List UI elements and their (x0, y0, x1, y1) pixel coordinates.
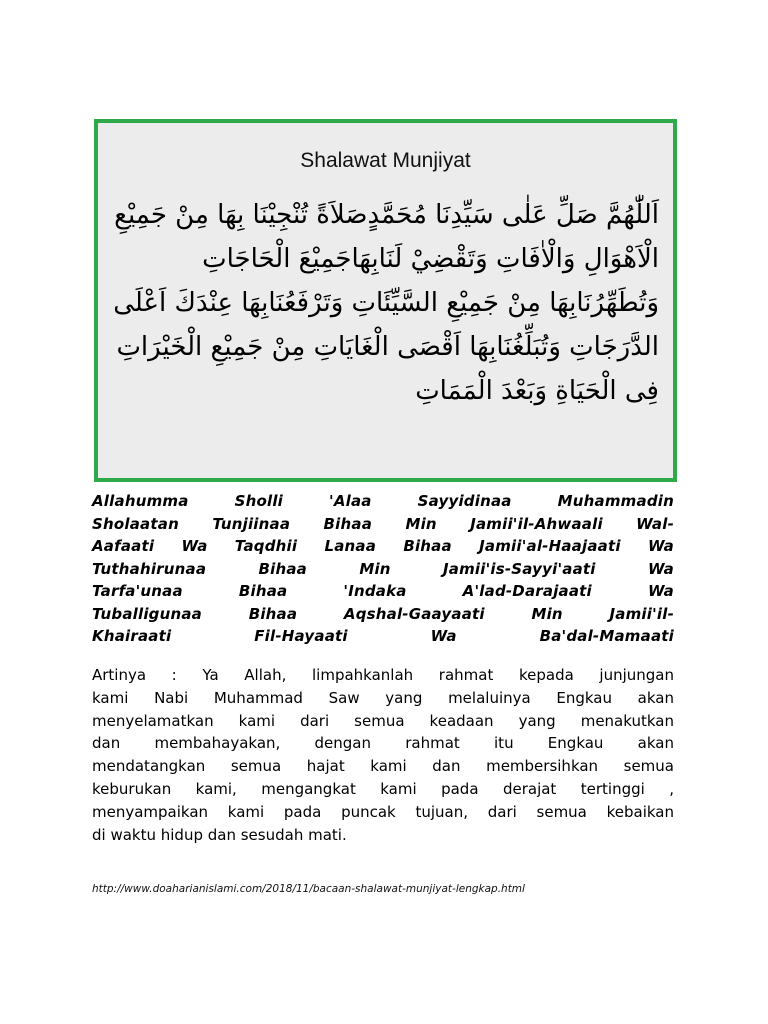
transliteration-line: Sholaatan Tunjiinaa Bihaa Min Jamii'il-Ahwaali Wal- (92, 514, 674, 533)
box-title: Shalawat Munjiyat (300, 149, 471, 172)
transliteration-line: Tuballigunaa Bihaa Aqshal-Gaayaati Min Jamii'il- (92, 604, 674, 623)
transliteration-line: Aafaati Wa Taqdhii Lanaa Bihaa Jamii'al-Haajaati Wa (92, 537, 674, 555)
translation-line: dan membahayakan, dengan rahmat itu Engkau akan (92, 734, 674, 753)
transliteration-line: Tarfa'unaa Bihaa 'Indaka A'lad-Darajaati Wa (92, 582, 674, 600)
arabic-line: فِى الْحَيَاةِ وَبَعْدَ الْمَمَاتِ (415, 376, 659, 406)
translation-line: menyampaikan kami pada puncak tujuan, dari semua kebaikan (92, 802, 674, 821)
arabic-text (112, 193, 659, 413)
arabic-line: الْاَهْوَالِ وَالْاٰفَاتِ وَتَقْضِيْ لَنَابِهَاجَمِيْعَ الْحَاجَاتِ (202, 244, 659, 274)
shalawat-box (94, 119, 677, 482)
arabic-line: اَللّٰهُمَّ صَلِّ عَلٰى سَيِّدِنَا مُحَمَّدٍصَلاَةً تُنْجِيْنَا بِهَا مِنْ جَمِيْعِ (114, 200, 659, 230)
transliteration-line: Allahumma Sholli 'Alaa Sayyidinaa Muhammadin (92, 492, 674, 510)
source-url[interactable]: http://www.doaharianislami.com/2018/11/bacaan-shalawat-munjiyat-lengkap.html (92, 883, 525, 895)
translation-line: di waktu hidup dan sesudah mati. (92, 825, 347, 844)
translation-line: mendatangkan semua hajat kami dan membersihkan semua (92, 757, 674, 776)
translation-line: kami Nabi Muhammad Saw yang melaluinya Engkau akan (92, 688, 674, 707)
transliteration-paragraph (92, 490, 674, 648)
translation-line: menyelamatkan kami dari semua keadaan yang menakutkan (92, 711, 674, 730)
arabic-line: وَتُطَهِّرُنَابِهَا مِنْ جَمِيْعِ السَّيِّئَاتِ وَتَرْفَعُنَابِهَا عِنْدَكَ اَعْلَى (113, 288, 659, 318)
transliteration-line: Tuthahirunaa Bihaa Min Jamii'is-Sayyi'aati Wa (92, 559, 674, 578)
translation-paragraph (92, 664, 674, 846)
arabic-line: الدَّرَجَاتِ وَتُبَلِّغُنَابِهَا اَقْصَى الْغَايَاتِ مِنْ جَمِيْعِ الْخَيْرَاتِ (116, 332, 659, 362)
transliteration-line: Khairaati Fil-Hayaati Wa Ba'dal-Mamaati (92, 627, 674, 645)
translation-line: keburukan kami, mengangkat kami pada derajat tertinggi , (92, 779, 674, 798)
translation-line: Artinya : Ya Allah, limpahkanlah rahmat kepada junjungan (92, 666, 674, 684)
